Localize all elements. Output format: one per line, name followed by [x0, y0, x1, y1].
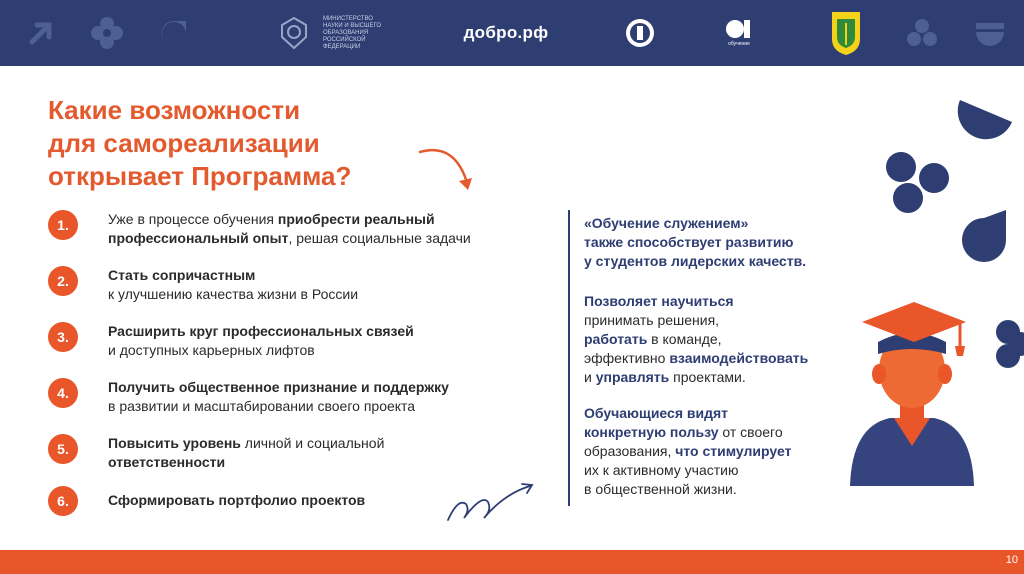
- paragraph: «Обучение служением» также способствует развитию у студентов лидерских качеств.: [584, 215, 807, 269]
- half-circle-shape: [956, 96, 1018, 146]
- page-title: Какие возможности для самореализации открывает Программа?: [48, 95, 352, 191]
- drop-icon: [156, 0, 192, 66]
- page-number: 10: [1005, 554, 1018, 566]
- graduate-illustration: [842, 296, 982, 496]
- paragraph: Обучающиеся видят конкретную пользу от своего образования, что стимулирует их к активному участию в общественной жизни.: [584, 405, 792, 497]
- list-item: [48, 434, 548, 472]
- ministry-text: МИНИСТЕРСТВО НАУКИ И ВЫСШЕГО ОБРАЗОВАНИЯ РОССИЙСКОЙ ФЕДЕРАЦИИ: [323, 15, 382, 50]
- trefoil-shape: [884, 150, 954, 216]
- item-text: Получить общественное признание и поддержку в развитии и масштабировании своего проекта: [108, 379, 449, 414]
- shield-logo-icon: [826, 0, 866, 66]
- emblem-icon: [276, 0, 312, 66]
- trefoil-icon: [904, 0, 940, 66]
- item-text: Сформировать портфолио проектов: [108, 492, 366, 508]
- list-item: [48, 210, 548, 248]
- number-badge: 3.: [48, 322, 78, 352]
- arrow-icon: [24, 0, 58, 66]
- squiggle-arrow-icon: [444, 480, 536, 526]
- list-item: [48, 378, 548, 416]
- obuchenie-logo: [714, 0, 764, 66]
- half-circle-icon: [972, 0, 1008, 66]
- number-badge: 2.: [48, 266, 78, 296]
- curved-arrow-icon: [416, 144, 480, 198]
- flower-shape: [988, 318, 1024, 388]
- number-badge: 6.: [48, 486, 78, 516]
- number-badge: 5.: [48, 434, 78, 464]
- column-divider: [568, 210, 570, 506]
- list-item: [48, 266, 548, 304]
- drop-shape: [960, 206, 1010, 264]
- item-text: Расширить круг профессиональных связей и доступных карьерных лифтов: [108, 323, 414, 358]
- obuchenie-label: обучение: [728, 41, 750, 47]
- footer-bar: [0, 550, 1024, 574]
- item-text: Повысить уровень личной и социальной ответственности: [108, 435, 385, 470]
- number-badge: 4.: [48, 378, 78, 408]
- list-item: [48, 322, 548, 360]
- number-badge: 1.: [48, 210, 78, 240]
- hse-logo-icon: [620, 0, 660, 66]
- header-bar: [0, 0, 1024, 66]
- paragraph: Позволяет научиться принимать решения, работать в команде, эффективно взаимодействовать и управлять проектами.: [584, 293, 809, 385]
- flower-icon: [88, 0, 126, 66]
- item-text: Стать сопричастным к улучшению качества жизни в России: [108, 267, 359, 302]
- dobro-logo: добро.рф: [463, 23, 549, 42]
- item-text: Уже в процессе обучения приобрести реальный профессиональный опыт, решая социальные задачи: [108, 211, 471, 246]
